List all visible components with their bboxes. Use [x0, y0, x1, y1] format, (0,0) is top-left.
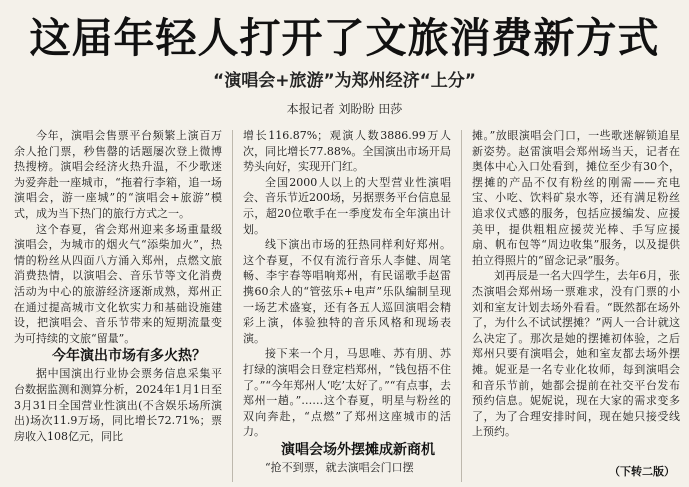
subheadline: “演唱会+旅游”为郑州经济“上分”: [213, 71, 476, 91]
paragraph: 接下来一个月，马思唯、苏有朋、苏打绿的演唱会日登定档郑州，“钱包捂不住了。”“今年郑州人‘吃’太好了。”“有点事，去郑州一趟。”……这个春夏，明星与粉丝的双向奔赴，“点燃”了郑州这座城市的活力。: [243, 347, 451, 439]
paragraph: 刘再辰是一名大四学生，去年6月，张杰演唱会郑州场一票难求，没有门票的小刘和室友计划去场外看看。“既然都在场外了，为什么不试试摆摊？”两人一合计就这么决定了。那次是她的摆摊初体验，之后郑州只要有演唱会，她和室友都去场外摆摊。妮亚是一名专业化妆师，每到演唱会和音乐节前，她都会提前在社交平台发布预约信息。妮妮说，现在大家的需求变多了，为了合理安排时间，现在她只接受线上预约。: [472, 269, 680, 439]
paragraph: 今年，演唱会售票平台频繁上演百万余人抢门票，秒售罄的话题屡次登上微博热搜榜。演唱会经济火热升温，不少歌迷为爱奔赴一座城市，“拖着行李箱，追一场演唱会，游一座城”的“演唱会+旅游”模式，成为当下热门的旅行方式之一。: [14, 129, 222, 220]
paragraph: 全国2000人以上的大型营业性演唱会、音乐节近200场，另据票务平台信息显示，超20位歌手在一季度发布全年演出计划。: [243, 175, 451, 236]
article-column-1: [14, 128, 222, 444]
section-heading: 演唱会场外摆摊成新商机: [281, 441, 435, 458]
paragraph: 这个春夏，省会郑州迎来多场重量级演唱会，为城市的烟火气“添柴加火”，热情的粉丝从四面八方涌入郑州，点燃文旅消费热情，以演唱会、音乐节等文化消费活动为中心的旅游经济逐渐成熟，郑州正在通过提高城市文化软实力和基础设施建设，把演唱会、音乐节带来的短期流量变为可持续的文旅“留量”。: [14, 222, 222, 345]
paragraph: 据中国演出行业协会票务信息采集平台数据监测和测算分析，2024年1月1日至3月31日全国营业性演出(不含娱乐场所演出)场次11.9万场，同比增长72.71%；票房收入108亿元，同比: [14, 367, 222, 443]
article-column-2: [243, 128, 451, 475]
byline: 本报记者 刘盼盼 田莎: [286, 102, 403, 116]
column-divider: [461, 130, 462, 482]
paragraph: 增长116.87%；观演人数3886.99万人次，同比增长77.88%。全国演出市场开局势头向好，实现开门红。: [243, 129, 451, 174]
article-column-3: [472, 128, 680, 440]
paragraph: 线下演出市场的狂热同样利好郑州。这个春夏，不仅有流行音乐人李健、周笔畅、李宇春等唱响郑州，有民谣歌手赵雷携60余人的“管弦乐+电声”乐队编制呈现一场艺术盛宴，还有各五人巡回演唱会精彩上演，体验独特的音乐风格和现场表演。: [243, 238, 451, 345]
column-divider: [232, 130, 233, 482]
paragraph: “抢不到票，就去演唱会门口摆: [265, 460, 414, 474]
paragraph: 摊。”放眼演唱会门口，一些歌迷解锁追星新姿势。赵雷演唱会郑州场当天，记者在奥体中心入口处看到，摊位至少有30个，摆摊的产品不仅有粉丝的刚需——充电宝、小吃、饮料矿泉水等，还有满足粉丝追求仪式感的服务，包括应援编发、应援美甲，提供粗粗应援荧光棒、手写应援扇、帆布包等“周边收集”服务，以及提供拍立得照片的“留念记录”服务。: [472, 129, 680, 267]
headline: 这届年轻人打开了文旅消费新方式: [29, 14, 660, 62]
continued-note: （下转二版）: [609, 465, 675, 478]
section-heading: 今年演出市场有多火热？: [52, 348, 206, 365]
